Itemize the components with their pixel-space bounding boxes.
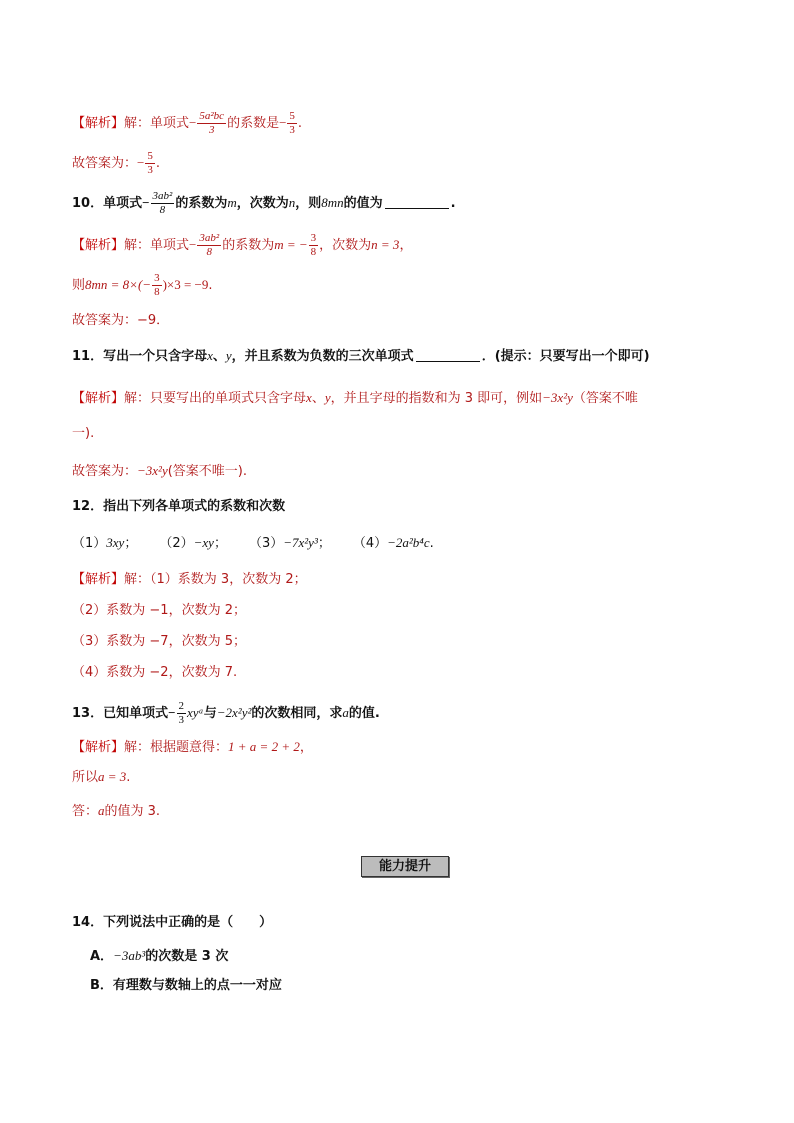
answer-blank[interactable] [385,194,449,209]
answer-9-line-2: 故答案为：− $\frac{5}{3}$ . [72,150,160,176]
question-12-items: （1）3xy； （2）−xy； （3）−7x²y³； （4）−2a²b⁴c. [72,535,434,551]
section-banner: 能力提升 [361,856,449,877]
answer-11-line-2: 一). [72,426,95,441]
answer-blank[interactable] [416,347,480,362]
answer-12-line-2: （2）系数为 −1，次数为 2； [72,603,246,618]
answer-12-line-3: （3）系数为 −7，次数为 5； [72,634,246,649]
fraction: $\frac{\text{3ab²}}{8}$ [199,232,220,258]
fraction: $\frac{3}{8}$ [154,272,160,298]
answer-12-line-1: 【解析】解：（1）系数为 3，次数为 2； [72,572,307,587]
answer-13-line-2: 所以a = 3. [72,769,131,785]
answer-13-line-1: 【解析】解：根据题意得：1 + a = 2 + 2， [72,739,313,755]
question-10: 10．单项式− $\frac{\text{3ab²}}{8}$ 的系数为m，次数为n，则8mn的值为 . [72,190,456,216]
answer-10-line-1: 【解析】解：单项式− $\frac{\text{3ab²}}{8}$ 的系数为m = − $\frac{3}{8}$ ，次数为n = 3， [72,232,413,258]
question-12: 12．指出下列各单项式的系数和次数 [72,499,286,514]
fraction: $\frac{5}{3}$ [289,110,295,136]
answer-12-line-4: （4）系数为 −2，次数为 7. [72,665,238,680]
answer-11-line-3: 故答案为：−3x²y(答案不唯一). [72,463,248,479]
answer-13-line-3: 答：a的值为 3. [72,803,161,819]
answer-10-line-3: 故答案为：−9． [72,313,170,328]
question-11: 11．写出一个只含字母x、y，并且系数为负数的三次单项式 ．(提示：只要写出一个即可) [72,348,650,364]
fraction: $\frac{\text{3ab²}}{8}$ [152,190,173,216]
fraction: $\frac{2}{3}$ [178,700,185,726]
fraction: $\frac{5}{3}$ [147,150,153,176]
fraction: $\frac{3}{8}$ [310,232,317,258]
option-a: A．−3ab³的次数是 3 次 [90,948,229,964]
fraction: $\frac{\text{5a²bc}}{3}$ [199,110,225,136]
question-14: 14．下列说法中正确的是（ ） [72,915,273,930]
analysis-tag: 【解析】 [72,116,125,131]
answer-11-line-1: 【解析】解：只要写出的单项式只含字母x、y，并且字母的指数和为 3 即可，例如−3x²y（答案不唯 [72,390,638,406]
answer-10-line-2: 则8mn = 8×(− $\frac{3}{8}$ )×3 = −9. [72,272,213,298]
question-13: 13．已知单项式− $\frac{2}{3}$ xyᵃ与−2x²y²的次数相同，求a的值. [72,700,380,726]
option-b: B．有理数与数轴上的点一一对应 [90,978,282,993]
answer-9-line-1: 【解析】解：单项式− $\frac{\text{5a²bc}}{3}$ 的系数是− $\frac{5}{3}$ . [72,110,303,136]
